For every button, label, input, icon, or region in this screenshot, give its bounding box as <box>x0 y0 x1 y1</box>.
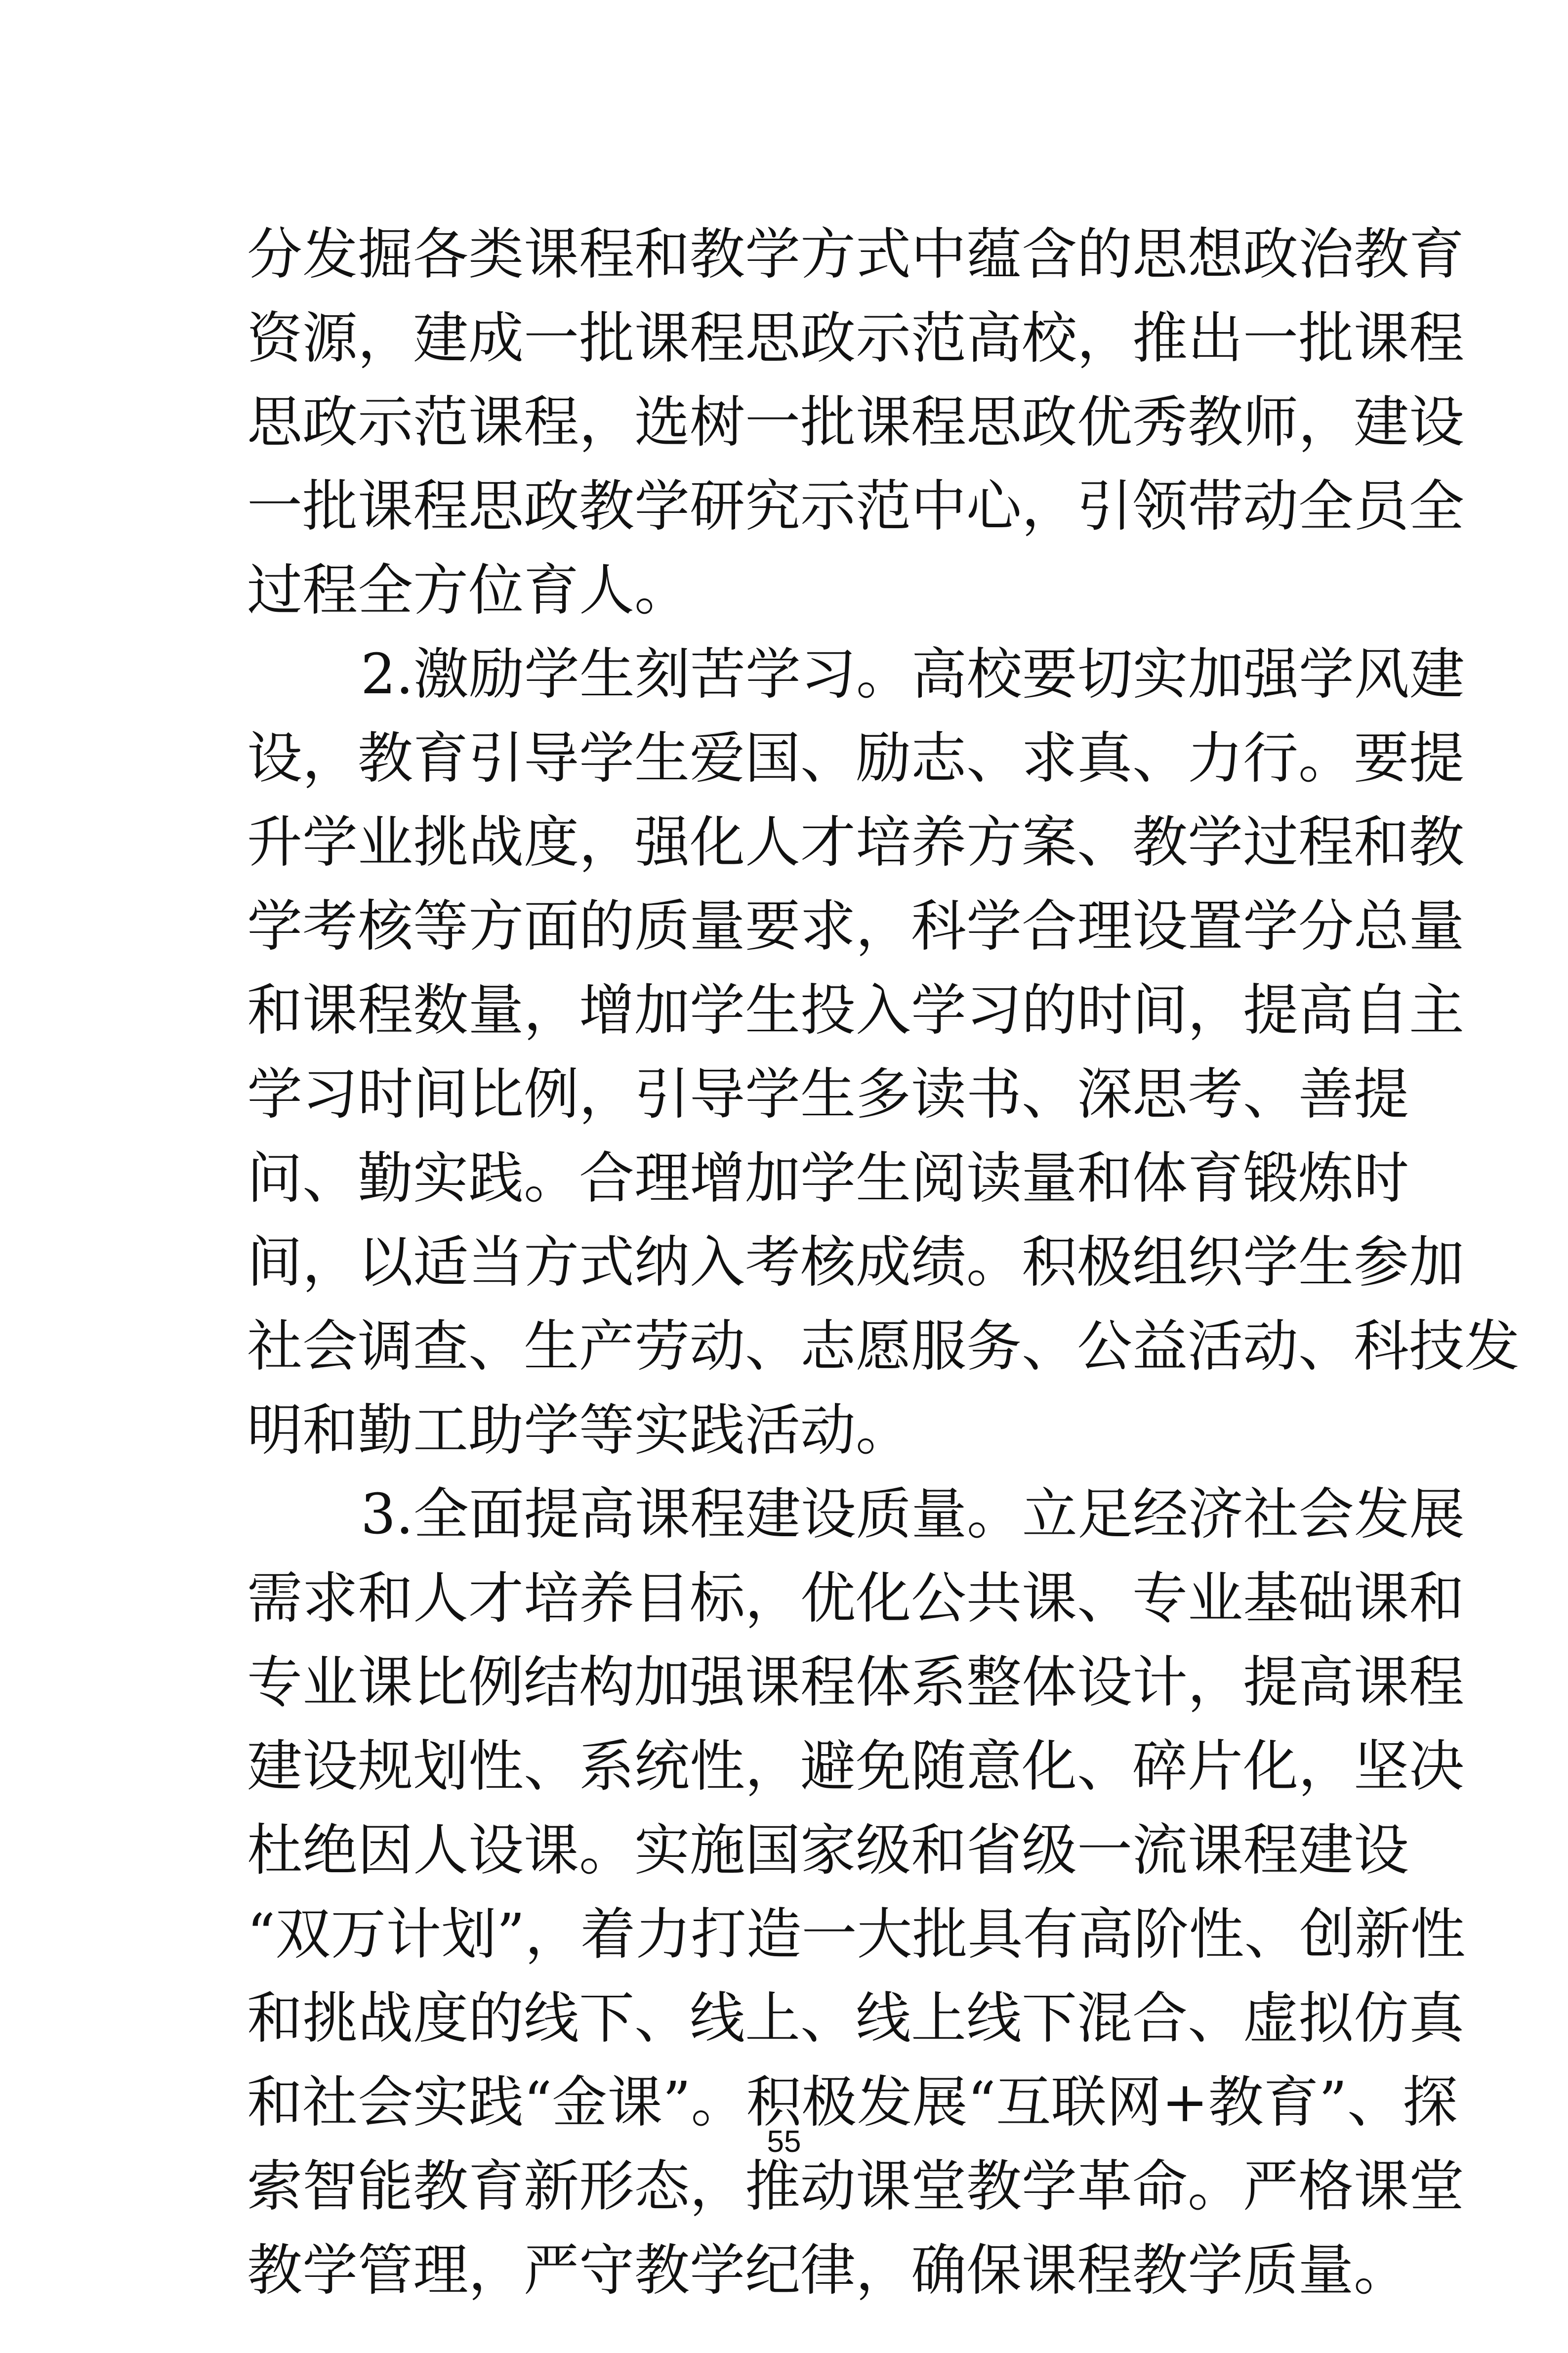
text-line: 建设规划性、系统性，避免随意化、碎片化，坚决 <box>247 1734 1464 1799</box>
text-line: 学习时间比例，引导学生多读书、深思考、善提 <box>247 1062 1409 1127</box>
text-line: 分发掘各类课程和教学方式中蕴含的思想政治教育 <box>247 222 1464 287</box>
page-number: 55 <box>767 2125 801 2159</box>
text-line: 资源，建成一批课程思政示范高校，推出一批课程 <box>247 306 1464 371</box>
text-line: 设，教育引导学生爱国、励志、求真、力行。要提 <box>247 726 1464 791</box>
text-line: 教学管理，严守教学纪律，确保课程教学质量。 <box>247 2238 1409 2303</box>
text-line: 思政示范课程，选树一批课程思政优秀教师，建设 <box>247 390 1464 455</box>
text-line: 明和勤工助学等实践活动。 <box>247 1398 911 1463</box>
text-line: 过程全方位育人。 <box>247 558 690 623</box>
text-line: “双万计划”，着力打造一大批具有高阶性、创新性 <box>247 1902 1466 1967</box>
text-line: 专业课比例结构加强课程体系整体设计，提高课程 <box>247 1650 1464 1715</box>
section-heading-line: 3.全面提高课程建设质量。立足经济社会发展 <box>361 1482 1465 1547</box>
text-line: 和挑战度的线下、线上、线上线下混合、虚拟仿真 <box>247 1986 1464 2051</box>
section-heading-line: 2.激励学生刻苦学习。高校要切实加强学风建 <box>361 642 1465 707</box>
text-line: 问、勤实践。合理增加学生阅读量和体育锻炼时 <box>247 1146 1409 1211</box>
text-line: 索智能教育新形态，推动课堂教学革命。严格课堂 <box>247 2154 1464 2219</box>
text-line: 和社会实践“金课”。积极发展“互联网+教育”、探 <box>247 2070 1458 2135</box>
text-line: 间，以适当方式纳入考核成绩。积极组织学生参加 <box>247 1230 1464 1295</box>
text-line: 一批课程思政教学研究示范中心，引领带动全员全 <box>247 474 1464 539</box>
text-line: 杜绝因人设课。实施国家级和省级一流课程建设 <box>247 1818 1409 1883</box>
text-line: 升学业挑战度，强化人才培养方案、教学过程和教 <box>247 810 1464 875</box>
document-body <box>247 212 1520 2312</box>
text-line: 需求和人才培养目标，优化公共课、专业基础课和 <box>247 1566 1464 1631</box>
text-line: 学考核等方面的质量要求，科学合理设置学分总量 <box>247 894 1464 959</box>
text-line: 社会调查、生产劳动、志愿服务、公益活动、科技发 <box>247 1314 1520 1379</box>
text-line: 和课程数量，增加学生投入学习的时间，提高自主 <box>247 978 1464 1043</box>
